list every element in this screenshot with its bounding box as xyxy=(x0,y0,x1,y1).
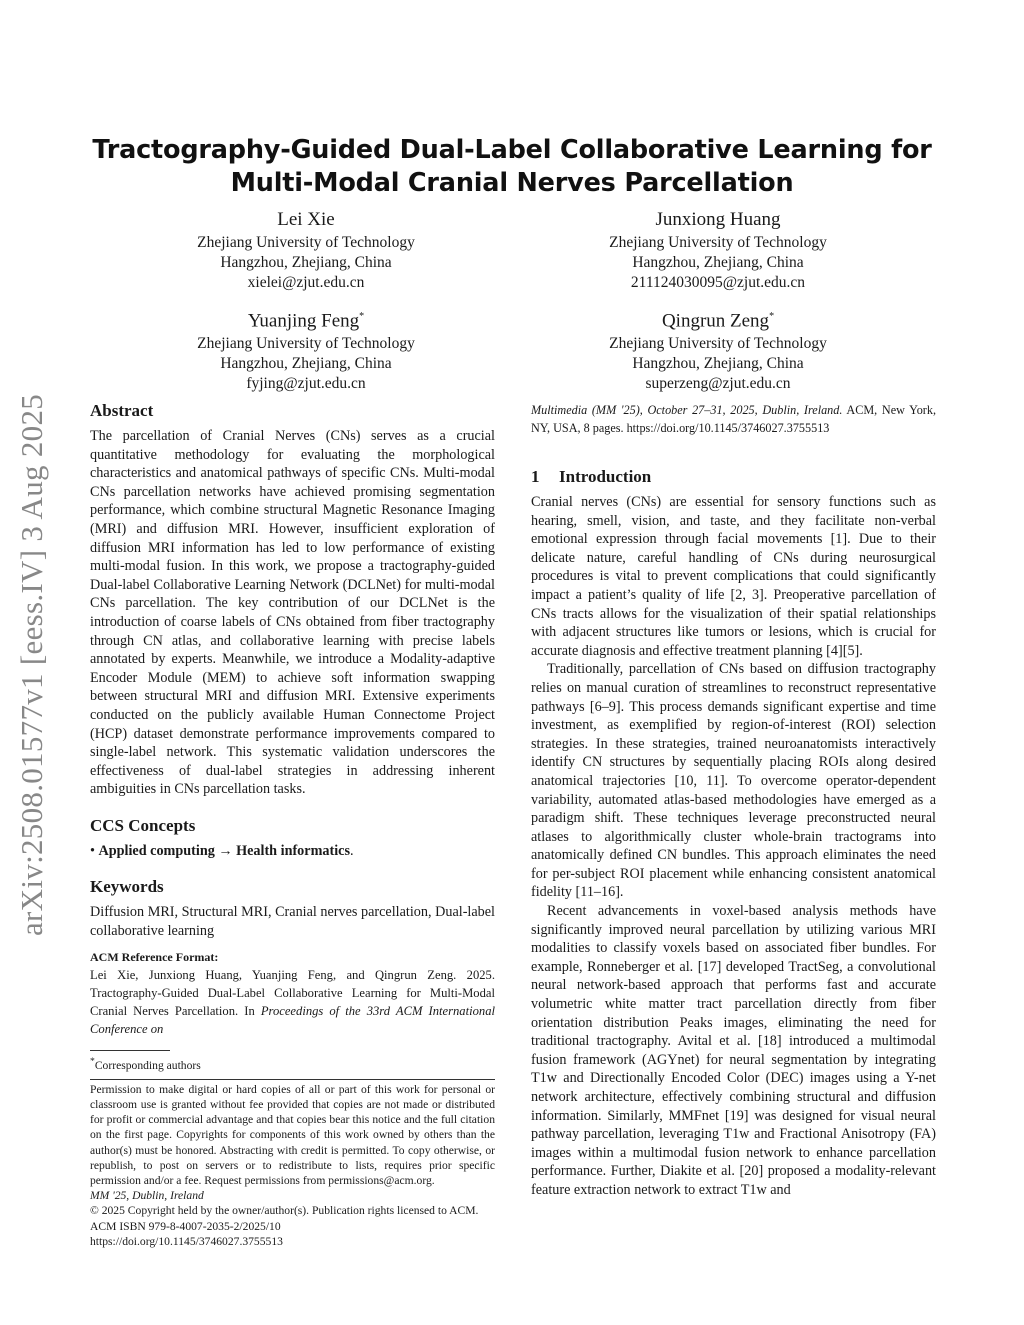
isbn-line: ACM ISBN 979-8-4007-2035-2/2025/10 xyxy=(90,1219,281,1233)
abstract-heading: Abstract xyxy=(90,401,154,420)
ccs-subconcept: Health informatics xyxy=(236,842,350,859)
ccs-heading: CCS Concepts xyxy=(90,815,196,835)
author-name: Yuanjing Feng* xyxy=(247,310,365,332)
paper-title xyxy=(80,134,944,200)
footnote-mark: * xyxy=(90,1055,95,1067)
author-email: 211124030095@zjut.edu.cn xyxy=(630,274,806,291)
author-affiliation: Zhejiang University of Technology xyxy=(197,335,415,353)
permission-venue: MM '25, Dublin, Ireland xyxy=(90,1189,204,1203)
acm-reference-text: Lei Xie, Junxiong Huang, Yuanjing Feng, and Qingrun Zeng. 2025. Tractography-Guided Dual-Label Collaborative Learning for Multi-Modal Cranial Nerves Parcellation. In Proceedings of the 33rd ACM International Conference on xyxy=(90,967,495,1036)
author-location: Hangzhou, Zhejiang, China xyxy=(220,355,392,373)
author-location: Hangzhou, Zhejiang, China xyxy=(220,254,392,271)
author-email: xielei@zjut.edu.cn xyxy=(247,274,365,291)
author-location: Hangzhou, Zhejiang, China xyxy=(632,355,804,373)
author-block-4 xyxy=(548,305,888,394)
author-affiliation: Zhejiang University of Technology xyxy=(609,335,827,353)
copyright-line: © 2025 Copyright held by the owner/author(s). Publication rights licensed to ACM. xyxy=(90,1204,479,1218)
ccs-period: . xyxy=(349,842,354,859)
intro-paragraph-1: Cranial nerves (CNs) are essential for sensory functions such as hearing, smell, vision, and taste, and they facilitate non-verbal emotional expression through facial movements [1]. Due to their delicate nature, careful handling of CNs during neurosurgical procedures is vital to prevent complications that could significantly impact a patient’s quality of life [2, 3]. Preoperative parcellation of CNs tracts allows for the visualization of their spatial relationships with adjacent structures like tumors or lesions, which is crucial for accurate diagnosis and effective treatment planning [4][5]. xyxy=(531,494,936,659)
author-email: superzeng@zjut.edu.cn xyxy=(645,375,791,393)
corresponding-mark: * xyxy=(359,311,365,322)
corresponding-mark: * xyxy=(769,311,775,322)
acm-reference-label: ACM Reference Format: xyxy=(90,949,219,964)
author-affiliation: Zhejiang University of Technology xyxy=(197,234,415,251)
keywords-text: Diffusion MRI, Structural MRI, Cranial nerves parcellation, Dual-label collaborative learning xyxy=(90,904,495,940)
footnote-rule xyxy=(90,1050,170,1051)
ccs-bullet: • xyxy=(90,842,95,859)
introduction-heading: 1 Introduction xyxy=(531,467,652,486)
intro-paragraph-2: Traditionally, parcellation of CNs based on diffusion tractography relies on manual curation of streamlines to reconstruct representative pathways [6–9]. This process demands significant expertise and time investment, as exemplified by region-of-interest (ROI) selection strategies. In these strategies, trained neuroanatomists interactively identify CN structures by sequentially placing ROIs along desired anatomical trajectories [10, 11]. To overcome operator-dependent variability, automated atlas-based methodologies have emerged as a paradigm shift. These techniques leverage preconstructed neural atlases to algorithmically cluster whole-brain tractograms into anatomically defined CN bundles. This approach eliminates the need for per-subject ROI placement while enhancing consistent anatomical fidelity [11–16]. xyxy=(531,661,936,901)
permission-text: Permission to make digital or hard copies of all or part of this work for personal or classroom use is granted without fee provided that copies are not made or distributed for profit or commercial advantage and that copies bear this notice and the full citation on the first page. Copyrights for components of this work owned by others than the author(s) must be honored. Abstracting with credit is permitted. To copy otherwise, or republish, to post on servers or to redistribute to lists, requires prior specific permission and/or a fee. Request permissions from permissions@acm.org. xyxy=(90,1082,495,1187)
right-column xyxy=(531,402,936,1200)
title-line-1: Tractography-Guided Dual-Label Collaborative Learning for xyxy=(92,135,932,165)
ccs-concept: Applied computing xyxy=(98,842,215,859)
acm-reference-venue: Proceedings of the 33rd ACM International Conference on xyxy=(90,1003,495,1036)
author-affiliation: Zhejiang University of Technology xyxy=(609,234,827,251)
doi-link[interactable]: https://doi.org/10.1145/3746027.3755513 xyxy=(90,1234,283,1248)
author-name: Junxiong Huang xyxy=(655,209,781,230)
keywords-heading: Keywords xyxy=(90,877,164,897)
permission-block xyxy=(90,1082,495,1249)
abstract-text: The parcellation of Cranial Nerves (CNs) serves as a crucial quantitative methodology for evaluating the morphological characteristics and anatomical pathways of specific CNs. Multi-modal CNs parcellation networks have achieved promising segmentation performance, which combine structural Magnetic Resonance Imaging (MRI) and diffusion MRI. However, insufficient exploration of diffusion MRI information has led to low performance of existing multi-modal fusion. In this work, we propose a tractography-guided Dual-label Collaborative Learning Network (DCLNet) for multi-modal CNs parcellation. The key contribution of our DCLNet is the introduction of coarse labels of CNs obtained from fiber tractography through CN atlas, and collaborative learning with precise labels annotated by experts. Meanwhile, we introduce a Modality-adaptive Encoder Module (MEM) to achieve soft information swapping between structural MRI and diffusion MRI. Extensive experiments conducted on the publicly available Human Connectome Project (HCP) dataset demonstrate performance improvements compared to single-label network. This systematic validation underscores the effectiveness of dual-label strategies in addressing inherent ambiguities in CNs parcellation tasks. xyxy=(90,428,495,798)
author-location: Hangzhou, Zhejiang, China xyxy=(632,254,804,271)
author-name: Qingrun Zeng* xyxy=(661,310,775,332)
author-email: fyjing@zjut.edu.cn xyxy=(246,375,366,393)
corresponding-footnote: *Corresponding authors xyxy=(90,1055,201,1072)
ccs-arrow: → xyxy=(218,842,233,859)
section-number: 1 xyxy=(531,467,540,486)
permission-rule xyxy=(90,1079,495,1080)
ccs-concepts xyxy=(90,842,495,861)
intro-paragraph-3: Recent advancements in voxel-based analysis methods have significantly improved neural parcellation by utilizing various MRI modalities to classify voxels based on associated fiber bundles. For example, Ronneberger et al. [17] developed TractSeg, a convolutional neural network-based approach that performs fast and accurate volumetric white matter tract parcellation directly from fiber orientation distribution Peaks images, eliminating the need for traditional tractography. Avital et al. [18] introduced a multimodal fusion framework (AGYnet) for neural segmentation by integrating T1w and Directionally Encoded Color (DEC) images using a Y-net network architecture, effectively combining structural and diffusion information. Similarly, MMFnet [19] was designed for visual neural pathway parcellation, leveraging T1w and Fractional Anisotropy (FA) images within a multimodal fusion network to enhance parcellation performance. Further, Diakite et al. [20] proposed a modality-relevant feature extraction network to extract T1w and xyxy=(531,903,936,1198)
author-name: Lei Xie xyxy=(277,209,335,230)
author-block-2 xyxy=(548,208,888,293)
left-column xyxy=(90,400,495,1249)
author-block-3 xyxy=(136,305,476,394)
arxiv-identifier: arXiv:2508.01577v1 [eess.IV] 3 Aug 2025 xyxy=(14,393,49,937)
title-line-2: Multi-Modal Cranial Nerves Parcellation xyxy=(230,168,794,198)
conference-info: Multimedia (MM '25), October 27–31, 2025, Dublin, Ireland. ACM, New York, NY, USA, 8 pages. https://doi.org/10.1145/3746027.3755513 xyxy=(531,403,936,435)
author-block-1 xyxy=(136,208,476,293)
